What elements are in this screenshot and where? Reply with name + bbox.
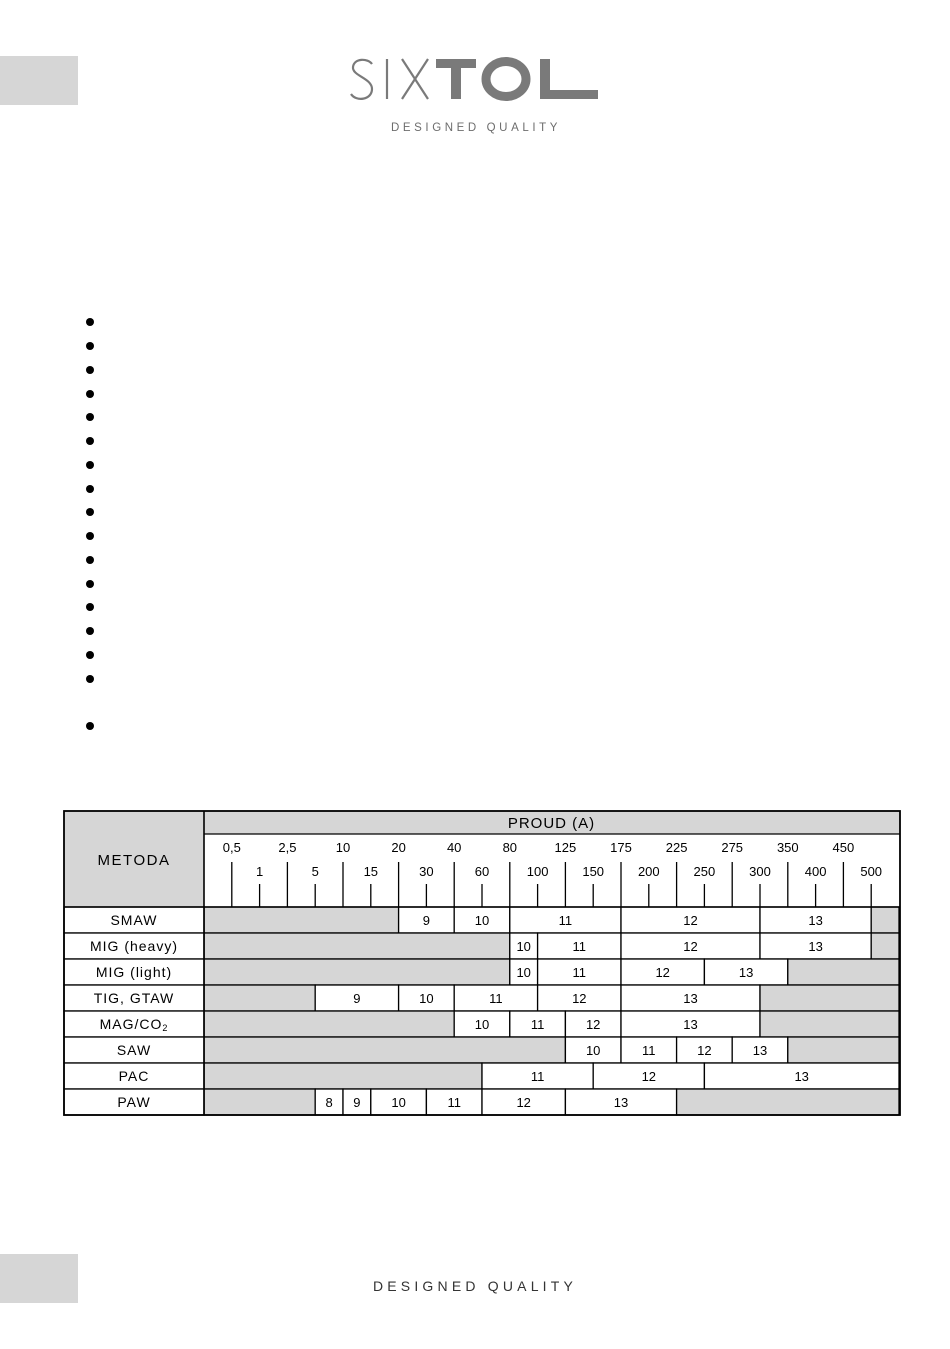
shade-number: 12 <box>641 1069 657 1084</box>
method-name: PAW <box>117 1094 151 1110</box>
bullet-dot <box>86 413 94 421</box>
current-tick-label-top: 0,5 <box>222 840 241 855</box>
shade-number: 12 <box>683 939 698 954</box>
method-header-label: METODA <box>97 852 171 869</box>
shade-number: 12 <box>585 1017 601 1032</box>
method-name: SMAW <box>110 912 158 928</box>
current-tick-label-bottom: 5 <box>311 864 319 879</box>
bullet-dot <box>86 675 94 683</box>
shade-table-grid <box>63 810 901 1117</box>
shade-number: 10 <box>391 1095 406 1110</box>
bullet-dot <box>86 437 94 445</box>
shade-number: 13 <box>794 1069 809 1084</box>
bullet-dot <box>86 627 94 635</box>
current-tick-label-top: 350 <box>776 840 799 855</box>
shade-number: 13 <box>738 965 754 980</box>
shade-range-cell <box>788 959 899 985</box>
current-header-label: PROUD (A) <box>507 815 596 832</box>
shade-number: 12 <box>697 1043 712 1058</box>
current-tick-label-top: 225 <box>665 840 688 855</box>
bullet-dot <box>86 651 94 659</box>
shade-range-cell <box>871 933 899 959</box>
shade-number: 9 <box>353 991 361 1006</box>
shade-number: 10 <box>419 991 434 1006</box>
shade-number: 9 <box>422 913 431 928</box>
shade-number: 12 <box>683 913 698 928</box>
current-tick-label-top: 10 <box>335 840 351 855</box>
current-tick-label-bottom: 300 <box>749 864 771 879</box>
shade-number: 11 <box>530 1069 545 1084</box>
shade-number: 10 <box>474 913 490 928</box>
shade-number: 13 <box>752 1043 768 1058</box>
shade-number: 8 <box>325 1095 333 1110</box>
shade-number: 11 <box>572 965 587 980</box>
shade-range-cell <box>204 1063 482 1089</box>
shade-range-cell <box>204 959 510 985</box>
bullet-dot <box>86 603 94 611</box>
shade-range-cell <box>204 1089 315 1115</box>
shade-number: 11 <box>642 1043 656 1058</box>
sixtol-logo-mark <box>350 52 602 116</box>
sixtol-logo <box>350 52 602 144</box>
current-tick-label-top: 275 <box>721 840 744 855</box>
shade-number: 10 <box>474 1017 490 1032</box>
shade-range-cell <box>204 985 315 1011</box>
current-tick-label-bottom: 100 <box>526 864 549 879</box>
shade-range-cell <box>204 933 510 959</box>
shade-range-cell <box>204 1011 454 1037</box>
shade-range-cell <box>760 1011 899 1037</box>
shade-range-cell <box>204 907 399 933</box>
current-tick-label-bottom: 200 <box>637 864 660 879</box>
shade-range-cell <box>204 1037 565 1063</box>
current-tick-label-bottom: 15 <box>363 864 379 879</box>
shade-number: 13 <box>683 991 698 1006</box>
method-name: TIG, GTAW <box>93 990 175 1006</box>
shade-range-cell <box>677 1089 899 1115</box>
shade-number: 11 <box>572 939 587 954</box>
shade-number: 12 <box>572 991 587 1006</box>
shade-number: 11 <box>558 913 573 928</box>
current-tick-label-bottom: 250 <box>693 864 716 879</box>
shade-table <box>63 810 901 1122</box>
current-tick-label-top: 20 <box>391 840 406 855</box>
footer-tagline: DESIGNED QUALITY <box>372 1278 578 1294</box>
bullet-dot <box>86 532 94 540</box>
page-tab-top <box>0 56 78 105</box>
bullet-dot <box>86 318 94 326</box>
logo-tagline: DESIGNED QUALITY <box>390 122 562 134</box>
shade-number: 11 <box>530 1017 545 1032</box>
current-tick-label-bottom: 150 <box>582 864 605 879</box>
method-name: SAW <box>116 1042 152 1058</box>
bullet-dot <box>86 508 94 516</box>
bullet-dot <box>86 366 94 374</box>
current-tick-label-bottom: 60 <box>474 864 490 879</box>
shade-range-cell <box>760 985 899 1011</box>
current-tick-label-top: 40 <box>446 840 462 855</box>
bullet-dot <box>86 461 94 469</box>
shade-number: 11 <box>447 1095 461 1110</box>
current-tick-label-top: 175 <box>610 840 632 855</box>
current-tick-label-bottom: 30 <box>419 864 434 879</box>
shade-number: 13 <box>683 1017 698 1032</box>
bullet-dot <box>86 556 94 564</box>
bullet-dot <box>86 722 94 730</box>
shade-number: 9 <box>353 1095 361 1110</box>
shade-number: 10 <box>516 939 531 954</box>
shade-number: 10 <box>585 1043 601 1058</box>
shade-number: 12 <box>516 1095 531 1110</box>
shade-range-cell <box>788 1037 899 1063</box>
current-tick-label-top: 125 <box>554 840 577 855</box>
bullet-dot <box>86 580 94 588</box>
shade-range-cell <box>871 907 899 933</box>
method-name: MIG (light) <box>95 964 173 980</box>
current-tick-label-top: 2,5 <box>278 840 297 855</box>
shade-number: 10 <box>516 965 531 980</box>
shade-number: 11 <box>489 991 503 1006</box>
method-name: MIG (heavy) <box>89 938 179 954</box>
bullet-dot <box>86 485 94 493</box>
current-tick-label-top: 450 <box>832 840 855 855</box>
page-tab-bottom <box>0 1254 78 1303</box>
bullet-dot <box>86 390 94 398</box>
method-name: PAC <box>118 1068 150 1084</box>
shade-number: 13 <box>808 939 823 954</box>
current-tick-label-top: 80 <box>502 840 518 855</box>
current-tick-label-bottom: 1 <box>255 864 264 879</box>
shade-number: 13 <box>808 913 823 928</box>
bullet-dot <box>86 342 94 350</box>
current-tick-label-bottom: 500 <box>860 864 883 879</box>
shade-number: 13 <box>613 1095 629 1110</box>
method-name: MAG/CO2 <box>99 1016 169 1033</box>
shade-number: 12 <box>655 965 670 980</box>
current-tick-label-bottom: 400 <box>804 864 827 879</box>
